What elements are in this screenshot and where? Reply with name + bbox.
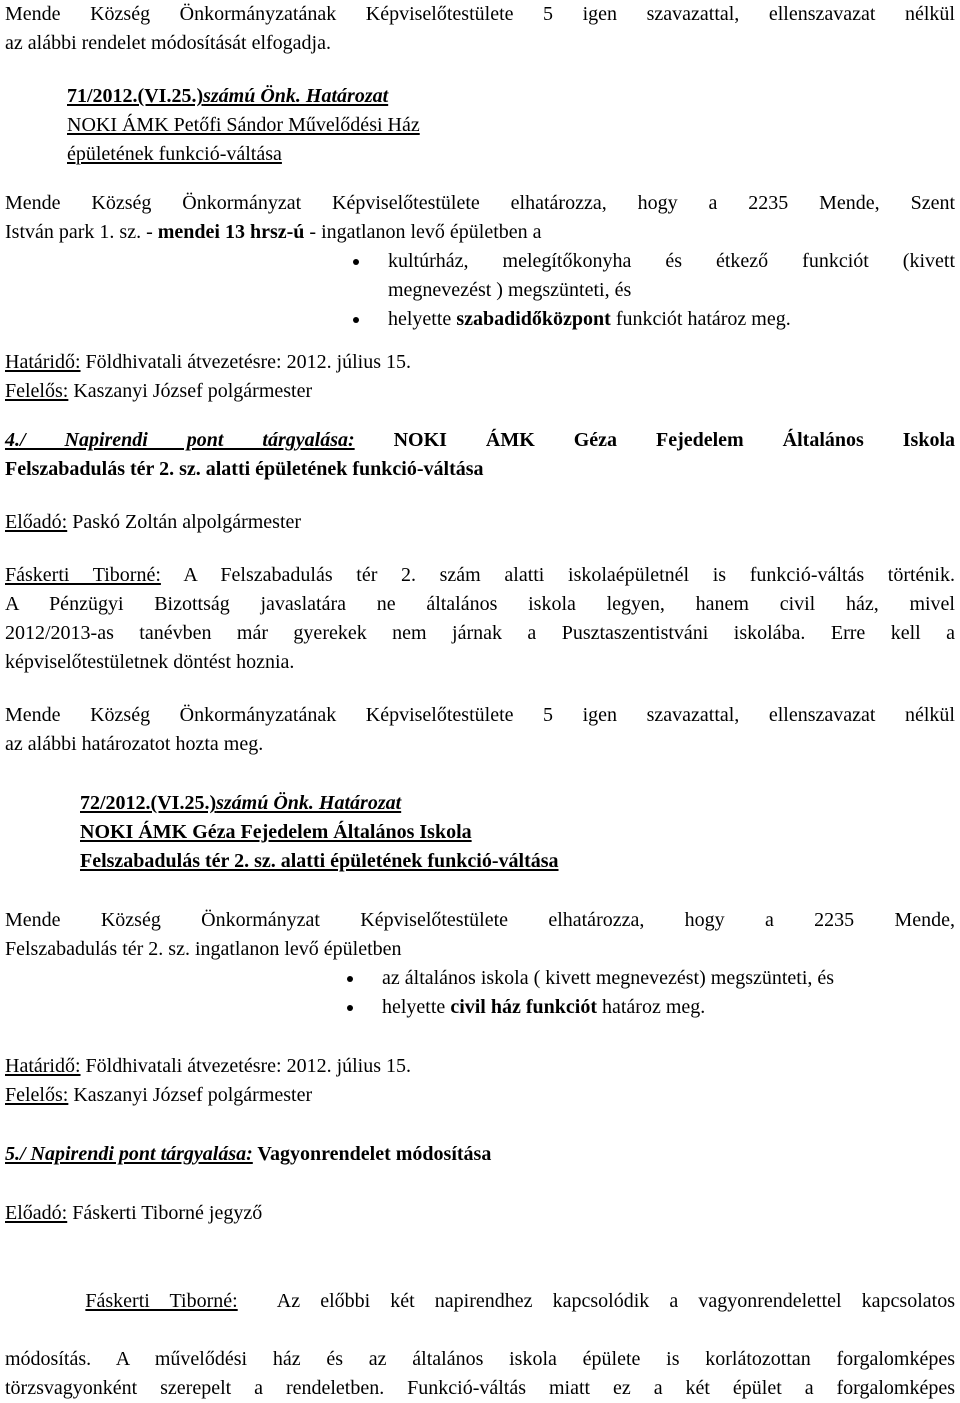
agenda-heading — [5, 426, 955, 455]
vote-statement-line: az alábbi határozatot hozta meg. — [5, 733, 264, 755]
speaker-paragraph-line: törzsvagyonként szerepelt a rendeletben. Funkció-váltás miatt ez a két épület a forgalomképes — [5, 1377, 955, 1399]
resolution-title: NOKI ÁMK Petőfi Sándor Művelődési Ház — [67, 114, 420, 136]
bullet-icon — [353, 259, 359, 265]
resolution-body-line: István park 1. sz. - mendei 13 hrsz-ú - ingatlanon levő épületben a — [5, 221, 542, 243]
resolution-72-heading — [5, 789, 955, 876]
vote-statement-line: az alábbi rendelet módosítását elfogadja. — [5, 32, 331, 54]
deadline-line — [5, 1052, 955, 1081]
speaker-paragraph-line: módosítás. A művelődési ház és az általános iskola épülete is korlátozottan forgalomképes — [5, 1348, 955, 1370]
resolution-body-line: Mende Község Önkormányzat Képviselőtestülete elhatározza, hogy a 2235 Mende, — [5, 909, 955, 931]
resolution-title: NOKI ÁMK Géza Fejedelem Általános Iskola — [80, 821, 472, 843]
speaker-paragraph-line: Fáskerti Tiborné: A Felszabadulás tér 2. szám alatti iskolaépületnél is funkció-váltás történik. — [5, 564, 955, 586]
list-item: helyette civil ház funkciót határoz meg. — [382, 993, 955, 1022]
presenter-line — [5, 508, 955, 537]
resolution-71-heading — [5, 82, 955, 169]
responsible-label: Felelős: — [5, 1084, 69, 1106]
bullet-icon — [347, 1005, 353, 1011]
responsible-value: Kaszanyi József polgármester — [68, 380, 313, 402]
bullet-icon — [353, 317, 359, 323]
speaker-paragraph-line: képviselőtestületnek döntést hoznia. — [5, 651, 295, 673]
presenter-value: Fáskerti Tiborné jegyző — [67, 1202, 263, 1224]
speaker-paragraph-line: 2012/2013-as tanévben már gyerekek nem járnak a Pusztaszentistváni iskolába. Erre kell a — [5, 622, 955, 644]
responsible-value: Kaszanyi József polgármester — [68, 1084, 313, 1106]
speaker-paragraph-line: A Pénzügyi Bizottság javaslatára ne általános iskola legyen, hanem civil ház, mivel — [5, 593, 955, 615]
speaker-label: Fáskerti Tiborné: — [85, 1290, 238, 1312]
deadline-value: Földhivatali átvezetésre: 2012. július 15. — [80, 351, 412, 373]
deadline-label: Határidő: — [5, 351, 81, 373]
resolution-number: 72/2012.(VI.25.)számú Önk. Határozat — [80, 792, 402, 814]
list-item: helyette szabadidőközpont funkciót határoz meg. — [388, 305, 955, 334]
deadline-label: Határidő: — [5, 1055, 81, 1077]
speaker-paragraph-line: Fáskerti Tiborné: Az előbbi két napirendhez kapcsolódik a vagyonrendelettel kapcsolatos — [85, 1290, 955, 1312]
deadline-value: Földhivatali átvezetésre: 2012. július 15. — [80, 1055, 412, 1077]
presenter-label: Előadó: — [5, 511, 68, 533]
deadline-line — [5, 348, 955, 377]
agenda-heading-title-continued: Felszabadulás tér 2. sz. alatti épületének funkció-váltása — [5, 458, 484, 480]
agenda-heading-label: 5./ Napirendi pont tárgyalása: — [5, 1143, 253, 1165]
resolution-body-line: Mende Község Önkormányzat Képviselőtestülete elhatározza, hogy a 2235 Mende, Szent — [5, 192, 955, 214]
bullet-icon — [347, 976, 353, 982]
agenda-heading-title: Vagyonrendelet módosítása — [252, 1143, 492, 1165]
vote-statement-line: Mende Község Önkormányzatának Képviselőtestülete 5 igen szavazattal, ellenszavazat nélkül — [5, 704, 955, 726]
responsible-line — [5, 377, 955, 406]
resolution-subtitle: épületének funkció-váltása — [67, 143, 282, 165]
vote-statement-line: Mende Község Önkormányzatának Képviselőtestülete 5 igen szavazattal, ellenszavazat nélkül — [5, 3, 955, 25]
responsible-line — [5, 1081, 955, 1110]
resolution-71-bullets — [5, 247, 955, 334]
speaker-label: Fáskerti Tiborné: — [5, 564, 161, 586]
presenter-value: Paskó Zoltán alpolgármester — [67, 511, 302, 533]
agenda-heading — [5, 1140, 955, 1169]
resolution-number: 71/2012.(VI.25.)számú Önk. Határozat — [67, 85, 389, 107]
agenda-heading-title: NOKI ÁMK Géza Fejedelem Általános Iskola — [393, 429, 955, 451]
resolution-subtitle: Felszabadulás tér 2. sz. alatti épületének funkció-váltása — [80, 850, 559, 872]
list-item: az általános iskola ( kivett megnevezést) megszünteti, és — [382, 964, 955, 993]
responsible-label: Felelős: — [5, 380, 69, 402]
presenter-label: Előadó: — [5, 1202, 68, 1224]
resolution-72-bullets — [5, 964, 955, 1022]
resolution-body-line: Felszabadulás tér 2. sz. ingatlanon levő épületben — [5, 938, 402, 960]
list-item: kultúrház, melegítőkonyha és étkező funkciót (kivett megnevezést ) megszünteti, és — [388, 247, 955, 305]
presenter-line — [5, 1199, 955, 1228]
agenda-heading-label: 4./ Napirendi pont tárgyalása: — [5, 429, 355, 451]
